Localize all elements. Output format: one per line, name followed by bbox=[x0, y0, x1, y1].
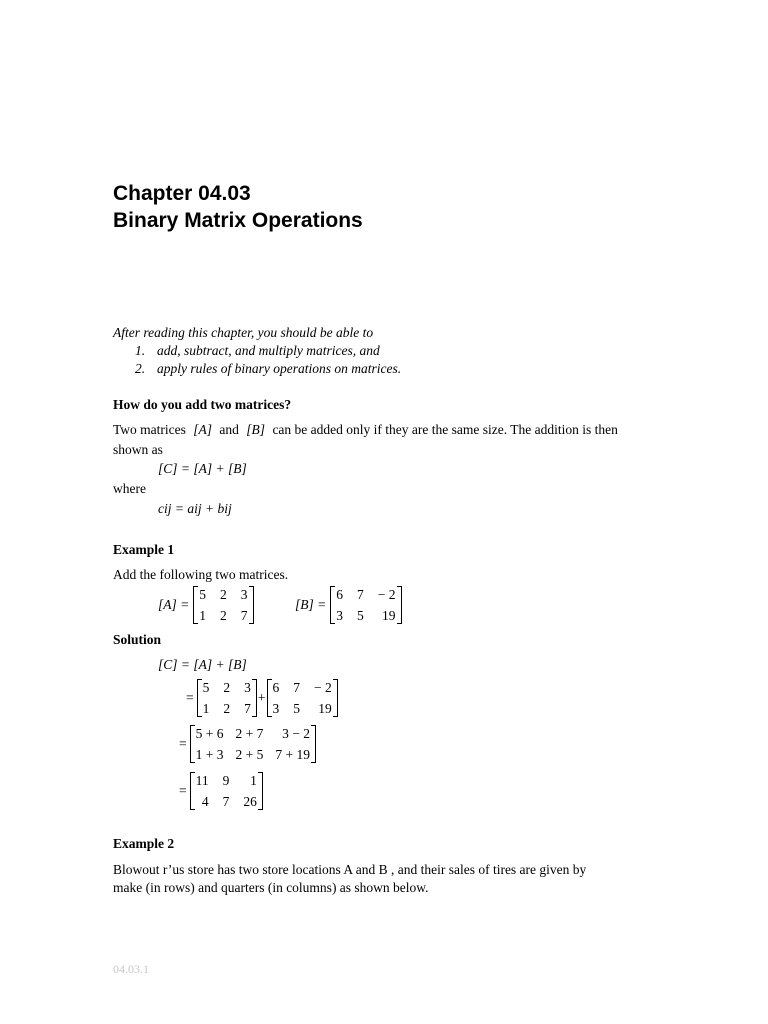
matrix-a bbox=[197, 680, 257, 716]
para-text: and bbox=[219, 422, 239, 437]
matrix-cell: 7 bbox=[244, 701, 251, 716]
matrix-cell: 7 bbox=[357, 587, 364, 602]
matrix-a-equation bbox=[158, 587, 254, 623]
solution-step-sum bbox=[176, 726, 316, 762]
matrix-cell: 19 bbox=[382, 608, 396, 623]
matrix-cell: 9 bbox=[222, 773, 230, 788]
matrix-cell: 2 + 5 bbox=[235, 747, 264, 762]
para-text: Two matrices bbox=[113, 422, 186, 437]
matrix-cell: 7 bbox=[240, 608, 248, 623]
matrix-cell: 3 bbox=[272, 701, 280, 716]
plus-sign: + bbox=[257, 690, 266, 705]
matrix-sum-expression bbox=[190, 726, 316, 762]
chapter-number: Chapter 04.03 bbox=[113, 182, 251, 205]
section-paragraph bbox=[113, 422, 678, 438]
example-prompt: Add the following two matrices. bbox=[113, 567, 289, 582]
matrix-cell: 7 bbox=[293, 680, 300, 695]
matrix-cell: 3 bbox=[244, 680, 251, 695]
matrix-b bbox=[267, 680, 338, 716]
matrix-cell: 7 bbox=[222, 794, 230, 809]
matrix-result bbox=[190, 773, 263, 809]
objective-text: apply rules of binary operations on matrices. bbox=[157, 361, 402, 376]
matrix-a-label: [A] = bbox=[158, 597, 190, 612]
equation-sum: [C] = [A] + [B] bbox=[158, 461, 247, 476]
equation-elementwise: cij = aij + bij bbox=[158, 501, 232, 516]
where-label: where bbox=[113, 481, 146, 496]
example-heading: Example 2 bbox=[113, 836, 175, 851]
matrix-cell: 2 bbox=[223, 680, 231, 695]
page-number: 04.03.1 bbox=[113, 962, 149, 976]
section-heading: How do you add two matrices? bbox=[113, 397, 292, 412]
solution-heading: Solution bbox=[113, 632, 162, 647]
matrix-cell: − 2 bbox=[377, 587, 396, 602]
example-heading: Example 1 bbox=[113, 542, 175, 557]
objective-number: 2. bbox=[135, 361, 146, 376]
matrix-cell: 2 bbox=[220, 587, 227, 602]
matrix-cell: 2 + 7 bbox=[235, 726, 264, 741]
matrix-cell: 26 bbox=[243, 794, 257, 809]
matrix-cell: 2 bbox=[220, 608, 227, 623]
matrix-cell: 7 + 19 bbox=[275, 747, 310, 762]
matrix-cell: 1 + 3 bbox=[195, 747, 224, 762]
matrix-b-label: [B] = bbox=[295, 597, 327, 612]
equals-sign: = bbox=[179, 736, 187, 751]
matrix-cell: 19 bbox=[318, 701, 332, 716]
matrix-cell: 3 − 2 bbox=[282, 726, 310, 741]
matrix-b bbox=[330, 587, 401, 623]
solution-step-result bbox=[176, 773, 263, 809]
objective-number: 1. bbox=[135, 343, 146, 358]
matrix-cell: 5 bbox=[202, 680, 210, 695]
matrix-a-symbol: [A] bbox=[193, 422, 213, 437]
objective-text: add, subtract, and multiply matrices, and bbox=[157, 343, 380, 358]
matrix-cell: 6 bbox=[272, 680, 280, 695]
equals-sign: = bbox=[186, 690, 194, 705]
matrix-cell: 3 bbox=[336, 608, 343, 623]
matrix-b-symbol: [B] bbox=[246, 422, 266, 437]
matrix-cell: 5 bbox=[199, 587, 206, 602]
solution-line: [C] = [A] + [B] bbox=[158, 657, 247, 672]
matrix-cell: 1 bbox=[202, 701, 210, 716]
equals-sign: = bbox=[179, 783, 187, 798]
objective-item bbox=[135, 361, 401, 377]
matrix-cell: 5 + 6 bbox=[195, 726, 224, 741]
matrix-cell: 5 bbox=[357, 608, 364, 623]
para-text: can be added only if they are the same size. The addition is then bbox=[272, 422, 618, 437]
matrix-cell: − 2 bbox=[314, 680, 332, 695]
matrix-cell: 11 bbox=[195, 773, 209, 788]
matrix-cell: 1 bbox=[250, 773, 257, 788]
objectives-intro: After reading this chapter, you should be able to bbox=[113, 325, 374, 340]
objective-item bbox=[135, 343, 380, 359]
matrix-cell: 6 bbox=[336, 587, 343, 602]
example-paragraph: Blowout r’us store has two store locations A and B , and their sales of tires are given by bbox=[113, 862, 587, 877]
example-paragraph: make (in rows) and quarters (in columns) as shown below. bbox=[113, 880, 429, 895]
para-text: shown as bbox=[113, 442, 163, 457]
matrix-cell: 2 bbox=[223, 701, 231, 716]
chapter-title: Binary Matrix Operations bbox=[113, 209, 363, 232]
matrix-cell: 1 bbox=[199, 608, 206, 623]
matrix-a bbox=[193, 587, 253, 623]
matrix-b-equation bbox=[295, 587, 402, 623]
solution-step-matrices bbox=[183, 680, 338, 716]
matrix-cell: 3 bbox=[240, 587, 248, 602]
matrix-cell: 4 bbox=[201, 794, 209, 809]
matrix-cell: 5 bbox=[293, 701, 300, 716]
